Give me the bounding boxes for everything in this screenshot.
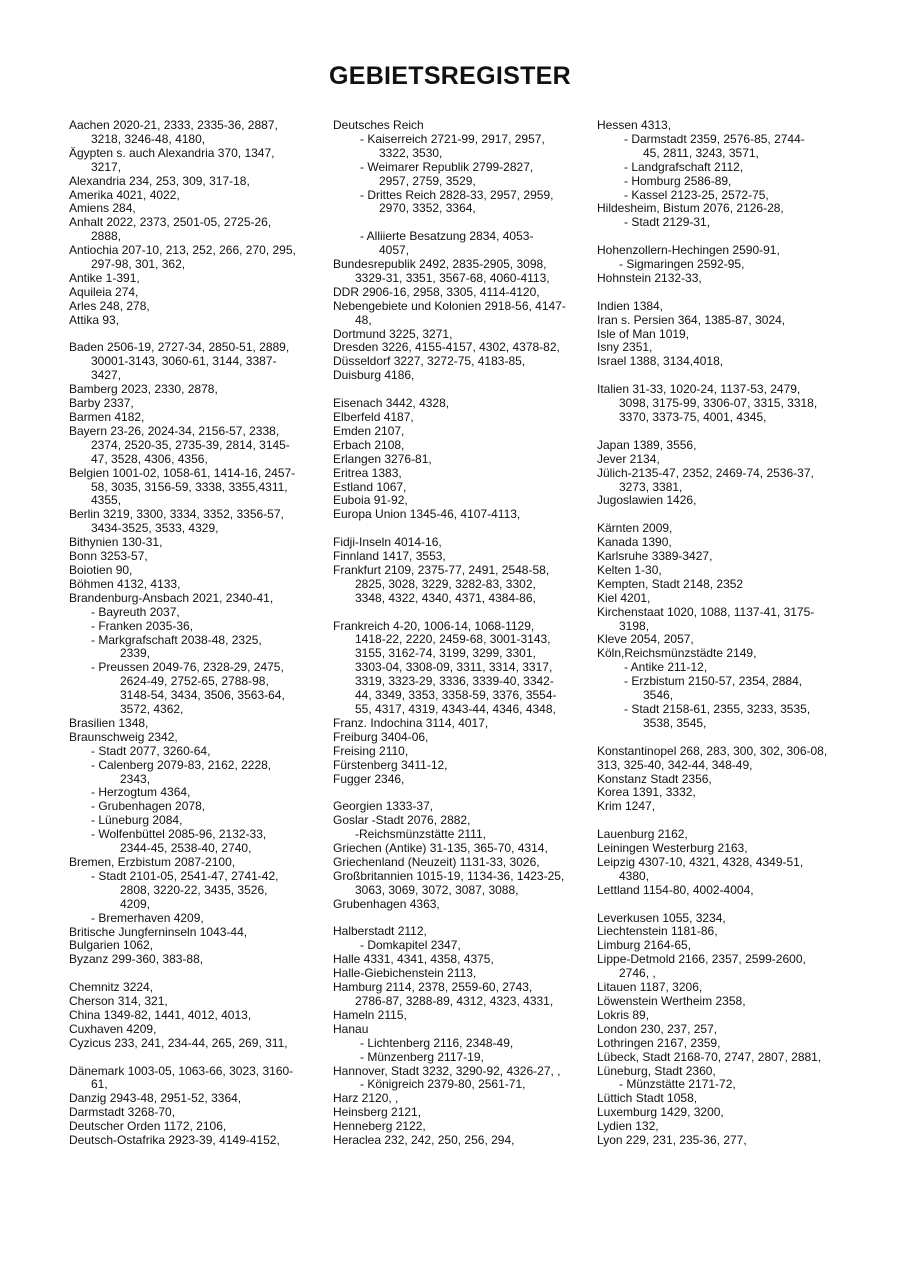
index-entry: Georgien 1333-37, <box>333 800 434 814</box>
index-entry: Europa Union 1345-46, 4107-4113, <box>333 508 521 522</box>
index-entry: Bremen, Erzbistum 2087-2100, <box>69 856 236 870</box>
index-subentry: 4355, <box>91 494 122 508</box>
index-entry: DDR 2906-16, 2958, 3305, 4114-4120, <box>333 285 540 299</box>
index-subentry: - Herzogtum 4364, <box>91 786 191 800</box>
index-entry: Braunschweig 2342, <box>69 730 178 744</box>
index-entry: Barmen 4182, <box>69 411 145 425</box>
index-entry: Isle of Man 1019, <box>597 327 690 341</box>
index-entry: Karlsruhe 3389-3427, <box>597 550 713 564</box>
index-entry: Brasilien 1348, <box>69 716 149 730</box>
blank-line <box>333 522 573 536</box>
index-entry: Aachen 2020-21, 2333, 2335-36, 2887, <box>69 119 278 132</box>
index-entry: Bonn 3253-57, <box>69 550 148 564</box>
index-entry: Antike 1-391, <box>69 271 140 285</box>
index-subentry: 3218, 3246-48, 4180, <box>91 132 206 146</box>
index-entry: Anhalt 2022, 2373, 2501-05, 2725-26, <box>69 216 272 230</box>
index-entry: Halberstadt 2112, <box>333 925 427 939</box>
index-entry: Lothringen 2167, 2359, <box>597 1036 721 1050</box>
index-entry: Liechtenstein 1181-86, <box>597 925 718 939</box>
index-entry: Löwenstein Wertheim 2358, <box>597 994 746 1008</box>
index-entry: Attika 93, <box>69 313 120 327</box>
index-entry: Großbritannien 1015-19, 1134-36, 1423-25, <box>333 869 565 883</box>
index-entry: Duisburg 4186, <box>333 369 415 383</box>
index-subentry: 297-98, 301, 362, <box>91 258 186 272</box>
index-entry: Elberfeld 4187, <box>333 411 414 424</box>
index-entry: Freising 2110, <box>333 744 409 758</box>
index-entry: Lüttich Stadt 1058, <box>597 1092 698 1106</box>
index-entry: Indien 1384, <box>597 299 664 313</box>
index-subentry: - Wolfenbüttel 2085-96, 2132-33, <box>91 828 267 842</box>
index-entry: Japan 1389, 3556, <box>597 438 697 452</box>
index-entry: Bamberg 2023, 2330, 2878, <box>69 383 218 397</box>
index-entry: Fürstenberg 3411-12, <box>333 758 448 772</box>
index-entry: Kärnten 2009, <box>597 522 673 536</box>
index-subentry: 55, 4317, 4319, 4343-44, 4346, 4348, <box>355 703 556 716</box>
index-entry: Finnland 1417, 3553, <box>333 550 446 564</box>
index-subentry: - Stadt 2101-05, 2541-47, 2741-42, <box>91 869 279 883</box>
index-subentry: - Markgrafschaft 2038-48, 2325, <box>91 633 262 647</box>
index-entry: Nebengebiete und Kolonien 2918-56, 4147- <box>333 299 566 313</box>
index-subentry: - Alliierte Besatzung 2834, 4053- <box>360 230 534 244</box>
index-subentry: 3322, 3530, <box>379 146 443 160</box>
index-entry: Krim 1247, <box>597 800 656 814</box>
index-entry: Griechenland (Neuzeit) 1131-33, 3026, <box>333 855 540 869</box>
index-entry: Harz 2120, , <box>333 1092 399 1106</box>
index-entry: Lauenburg 2162, <box>597 828 688 842</box>
index-entry: Jugoslawien 1426, <box>597 494 697 508</box>
index-entry: Kiel 4201, <box>597 591 651 605</box>
index-entry: Amiens 284, <box>69 202 136 216</box>
index-subentry: - Stadt 2129-31, <box>624 216 711 230</box>
index-entry: Hohenzollern-Hechingen 2590-91, <box>597 244 780 258</box>
index-entry: Isny 2351, <box>597 341 653 355</box>
blank-line <box>69 328 309 342</box>
index-subentry: 2343, <box>120 772 151 786</box>
index-entry: Düsseldorf 3227, 3272-75, 4183-85, <box>333 355 526 369</box>
blank-line <box>69 967 309 981</box>
index-entry: Konstantinopel 268, 283, 300, 302, 306-08, <box>597 744 828 758</box>
index-subentry: - Landgrafschaft 2112, <box>624 160 744 174</box>
index-entry: Baden 2506-19, 2727-34, 2850-51, 2889, <box>69 341 290 355</box>
index-subentry: 2786-87, 3288-89, 4312, 4323, 4331, <box>355 995 554 1008</box>
blank-line <box>597 731 837 745</box>
blank-line <box>597 898 837 912</box>
index-column-2 <box>333 119 573 1148</box>
index-subentry: - Domkapitel 2347, <box>360 939 461 953</box>
index-subentry: 2374, 2520-35, 2735-39, 2814, 3145- <box>91 438 290 452</box>
index-subentry: -Reichsmünzstätte 2111, <box>355 828 486 842</box>
index-entry: Euboia 91-92, <box>333 494 408 508</box>
index-entry: 313, 325-40, 342-44, 348-49, <box>597 758 753 772</box>
index-entry: Kempten, Stadt 2148, 2352 <box>597 577 744 591</box>
index-entry: Arles 248, 278, <box>69 299 150 313</box>
index-entry: Lettland 1154-80, 4002-4004, <box>597 883 754 897</box>
index-entry: Heinsberg 2121, <box>333 1106 422 1120</box>
index-entry: Byzanz 299-360, 383-88, <box>69 953 204 967</box>
index-subentry: 2970, 3352, 3364, <box>379 202 476 216</box>
index-entry: Italien 31-33, 1020-24, 1137-53, 2479, <box>597 383 801 397</box>
index-subentry: 3546, <box>643 689 674 703</box>
index-entry: Israel 1388, 3134,4018, <box>597 355 724 369</box>
index-subentry: 3063, 3069, 3072, 3087, 3088, <box>355 883 519 897</box>
index-subentry: 3098, 3175-99, 3306-07, 3315, 3318, <box>619 397 818 411</box>
index-entry: Eritrea 1383, <box>333 466 402 480</box>
index-entry: Frankreich 4-20, 1006-14, 1068-1129, <box>333 619 535 633</box>
index-entry: Ägypten s. auch Alexandria 370, 1347, <box>69 146 275 160</box>
index-subentry: - Bremerhaven 4209, <box>91 911 204 925</box>
index-subentry: 2344-45, 2538-40, 2740, <box>120 842 252 856</box>
index-subentry: 58, 3035, 3156-59, 3338, 3355,4311, <box>91 480 288 494</box>
index-entry: Goslar -Stadt 2076, 2882, <box>333 814 471 828</box>
index-subentry: 3427, <box>91 369 122 383</box>
index-entry: Grubenhagen 4363, <box>333 897 440 911</box>
index-entry: Heraclea 232, 242, 250, 256, 294, <box>333 1134 515 1148</box>
index-subentry: 3329-31, 3351, 3567-68, 4060-4113, <box>355 271 550 285</box>
index-entry: Kirchenstaat 1020, 1088, 1137-41, 3175- <box>597 605 815 619</box>
index-entry: Iran s. Persien 364, 1385-87, 3024, <box>597 313 786 327</box>
blank-line <box>333 216 573 230</box>
index-subentry: - Darmstadt 2359, 2576-85, 2744- <box>624 132 805 146</box>
index-subentry: 3217, <box>91 160 122 174</box>
index-entry: Jülich-2135-47, 2352, 2469-74, 2536-37, <box>597 466 814 480</box>
index-subentry: - Homburg 2586-89, <box>624 174 732 188</box>
index-entry: Barby 2337, <box>69 397 134 411</box>
index-entry: Hameln 2115, <box>333 1008 407 1022</box>
index-subentry: 47, 3528, 4306, 4356, <box>91 452 208 466</box>
index-subentry: 3273, 3381, <box>619 480 683 494</box>
index-entry: Halle 4331, 4341, 4358, 4375, <box>333 953 494 967</box>
index-entry: Franz. Indochina 3114, 4017, <box>333 716 489 730</box>
blank-line <box>333 383 573 397</box>
index-subentry: - Preussen 2049-76, 2328-29, 2475, <box>91 661 284 675</box>
index-subentry: - Stadt 2158-61, 2355, 3233, 3535, <box>624 702 811 716</box>
index-entry: Lydien 132, <box>597 1120 659 1134</box>
index-subentry: 2825, 3028, 3229, 3282-83, 3302, <box>355 577 536 591</box>
index-entry: Fidji-Inseln 4014-16, <box>333 536 442 550</box>
index-entry: Lübeck, Stadt 2168-70, 2747, 2807, 2881, <box>597 1050 822 1064</box>
index-entry: Hanau <box>333 1022 369 1036</box>
index-entry: Cuxhaven 4209, <box>69 1022 157 1036</box>
index-entry: Brandenburg-Ansbach 2021, 2340-41, <box>69 591 274 605</box>
index-entry: Hohnstein 2132-33, <box>597 271 702 285</box>
index-subentry: - Grubenhagen 2078, <box>91 800 206 814</box>
index-entry: Kelten 1-30, <box>597 563 662 577</box>
index-subentry: 30001-3143, 3060-61, 3144, 3387- <box>91 355 277 369</box>
index-subentry: 48, <box>355 313 372 327</box>
index-entry: Cyzicus 233, 241, 234-44, 265, 269, 311, <box>69 1036 288 1050</box>
index-entry: Hannover, Stadt 3232, 3290-92, 4326-27, , <box>333 1064 561 1078</box>
blank-line <box>597 425 837 439</box>
index-entry: Amerika 4021, 4022, <box>69 188 180 202</box>
index-subentry: 3148-54, 3434, 3506, 3563-64, <box>120 689 285 703</box>
index-subentry: - Königreich 2379-80, 2561-71, <box>360 1078 526 1092</box>
index-subentry: - Lichtenberg 2116, 2348-49, <box>360 1036 514 1050</box>
index-entry: Chemnitz 3224, <box>69 981 154 995</box>
index-subentry: 2957, 2759, 3529, <box>379 174 476 188</box>
index-entry: Deutsch-Ostafrika 2923-39, 4149-4152, <box>69 1134 280 1148</box>
index-subentry: 2808, 3220-22, 3435, 3526, <box>120 883 268 897</box>
index-subentry: 2339, <box>120 647 151 661</box>
index-entry: Henneberg 2122, <box>333 1120 426 1134</box>
index-entry: Boiotien 90, <box>69 563 133 577</box>
index-entry: Hamburg 2114, 2378, 2559-60, 2743, <box>333 981 533 995</box>
index-entry: Erlangen 3276-81, <box>333 452 432 466</box>
index-subentry: 3538, 3545, <box>643 716 707 730</box>
index-subentry: - Calenberg 2079-83, 2162, 2228, <box>91 758 272 772</box>
index-entry: Darmstadt 3268-70, <box>69 1106 176 1120</box>
index-entry: London 230, 237, 257, <box>597 1022 718 1036</box>
index-subentry: 2746, , <box>619 967 656 981</box>
index-subentry: 3319, 3323-29, 3336, 3339-40, 3342- <box>355 675 554 689</box>
index-entry: Berlin 3219, 3300, 3334, 3352, 3356-57, <box>69 508 284 522</box>
blank-line <box>597 286 837 300</box>
index-entry: Alexandria 234, 253, 309, 317-18, <box>69 174 250 188</box>
index-subentry: 1418-22, 2220, 2459-68, 3001-3143, <box>355 633 551 647</box>
index-subentry: 4380, <box>619 869 650 883</box>
index-entry: Konstanz Stadt 2356, <box>597 772 712 786</box>
index-subentry: 61, <box>91 1078 108 1092</box>
index-entry: Belgien 1001-02, 1058-61, 1414-16, 2457- <box>69 466 296 480</box>
index-subentry: 3198, <box>619 619 650 633</box>
index-entry: Leverkusen 1055, 3234, <box>597 911 726 925</box>
index-entry: Hessen 4313, <box>597 119 672 132</box>
index-subentry: - Kaiserreich 2721-99, 2917, 2957, <box>360 132 545 146</box>
index-subentry: 3370, 3373-75, 4001, 4345, <box>619 410 767 424</box>
index-subentry: - Weimarer Republik 2799-2827, <box>360 160 534 174</box>
index-entry: Korea 1391, 3332, <box>597 786 696 800</box>
index-entry: Bithynien 130-31, <box>69 536 163 550</box>
index-entry: Dänemark 1003-05, 1063-66, 3023, 3160- <box>69 1064 294 1078</box>
blank-line <box>597 369 837 383</box>
index-entry: Deutsches Reich <box>333 119 424 132</box>
blank-line <box>597 230 837 244</box>
index-subentry: 3155, 3162-74, 3199, 3299, 3301, <box>355 647 536 661</box>
index-entry: Böhmen 4132, 4133, <box>69 577 181 591</box>
index-entry: Frankfurt 2109, 2375-77, 2491, 2548-58, <box>333 563 550 577</box>
index-entry: Leipzig 4307-10, 4321, 4328, 4349-51, <box>597 855 804 869</box>
index-entry: Bayern 23-26, 2024-34, 2156-57, 2338, <box>69 424 280 438</box>
index-entry: Limburg 2164-65, <box>597 939 692 953</box>
blank-line <box>333 912 573 926</box>
index-entry: Britische Jungferninseln 1043-44, <box>69 925 248 939</box>
index-entry: Fugger 2346, <box>333 772 405 786</box>
index-entry: Erbach 2108, <box>333 438 405 452</box>
index-entry: Kleve 2054, 2057, <box>597 633 694 647</box>
index-subentry: - Franken 2035-36, <box>91 619 194 633</box>
index-subentry: 4209, <box>120 897 151 911</box>
blank-line <box>333 786 573 800</box>
index-entry: Dresden 3226, 4155-4157, 4302, 4378-82, <box>333 341 560 355</box>
index-entry: Danzig 2943-48, 2951-52, 3364, <box>69 1092 242 1106</box>
index-entry: Dortmund 3225, 3271, <box>333 327 453 341</box>
index-entry: Aquileia 274, <box>69 285 139 299</box>
index-entry: Lippe-Detmold 2166, 2357, 2599-2600, <box>597 953 806 967</box>
index-entry: Griechen (Antike) 31-135, 365-70, 4314, <box>333 842 548 856</box>
index-entry: Freiburg 3404-06, <box>333 730 429 744</box>
index-entry: Estland 1067, <box>333 480 407 494</box>
index-entry: Kanada 1390, <box>597 536 672 550</box>
index-entry: China 1349-82, 1441, 4012, 4013, <box>69 1008 252 1022</box>
index-entry: Lüneburg, Stadt 2360, <box>597 1064 716 1078</box>
index-entry: Bulgarien 1062, <box>69 939 154 953</box>
index-subentry: - Drittes Reich 2828-33, 2957, 2959, <box>360 188 554 202</box>
index-subentry: 3434-3525, 3533, 4329, <box>91 522 219 536</box>
index-subentry: 44, 3349, 3353, 3358-59, 3376, 3554- <box>355 689 557 703</box>
index-subentry: 45, 2811, 3243, 3571, <box>643 146 759 160</box>
index-entry: Köln,Reichsmünzstädte 2149, <box>597 647 757 661</box>
index-subentry: 3303-04, 3308-09, 3311, 3314, 3317, <box>355 661 553 675</box>
index-subentry: - Sigmaringen 2592-95, <box>619 258 745 272</box>
index-subentry: - Stadt 2077, 3260-64, <box>91 744 211 758</box>
index-entry: Hildesheim, Bistum 2076, 2126-28, <box>597 202 784 216</box>
index-column-3 <box>597 119 837 1148</box>
index-entry: Eisenach 3442, 4328, <box>333 397 450 411</box>
index-entry: Lyon 229, 231, 235-36, 277, <box>597 1134 747 1148</box>
index-subentry: - Erzbistum 2150-57, 2354, 2884, <box>624 675 803 689</box>
index-subentry: - Kassel 2123-25, 2572-75, <box>624 188 769 202</box>
index-subentry: - Münzenberg 2117-19, <box>360 1050 484 1064</box>
index-entry: Halle-Giebichenstein 2113, <box>333 967 477 981</box>
blank-line <box>597 508 837 522</box>
index-entry: Deutscher Orden 1172, 2106, <box>69 1120 227 1134</box>
index-subentry: 3348, 4322, 4340, 4371, 4384-86, <box>355 591 536 605</box>
index-subentry: - Münzstätte 2171-72, <box>619 1078 736 1092</box>
index-entry: Litauen 1187, 3206, <box>597 981 703 995</box>
index-entry: Bundesrepublik 2492, 2835-2905, 3098, <box>333 258 547 272</box>
index-entry: Luxemburg 1429, 3200, <box>597 1106 724 1120</box>
page-title: GEBIETSREGISTER <box>328 62 572 90</box>
index-entry: Antiochia 207-10, 213, 252, 266, 270, 295, <box>69 244 296 258</box>
index-entry: Cherson 314, 321, <box>69 995 168 1009</box>
index-subentry: - Antike 211-12, <box>624 661 708 675</box>
index-entry: Lokris 89, <box>597 1008 650 1022</box>
index-subentry: - Bayreuth 2037, <box>91 605 180 619</box>
index-subentry: 3572, 4362, <box>120 703 184 717</box>
index-subentry: 2624-49, 2752-65, 2788-98, <box>120 675 269 689</box>
blank-line <box>333 606 573 620</box>
index-entry: Leiningen Westerburg 2163, <box>597 842 748 856</box>
blank-line <box>69 1051 309 1065</box>
index-subentry: 2888, <box>91 230 122 244</box>
index-subentry: 4057, <box>379 244 410 258</box>
index-subentry: - Lüneburg 2084, <box>91 814 183 828</box>
blank-line <box>597 814 837 828</box>
index-entry: Emden 2107, <box>333 424 405 438</box>
index-column-1 <box>69 119 309 1148</box>
index-entry: Jever 2134, <box>597 452 660 466</box>
